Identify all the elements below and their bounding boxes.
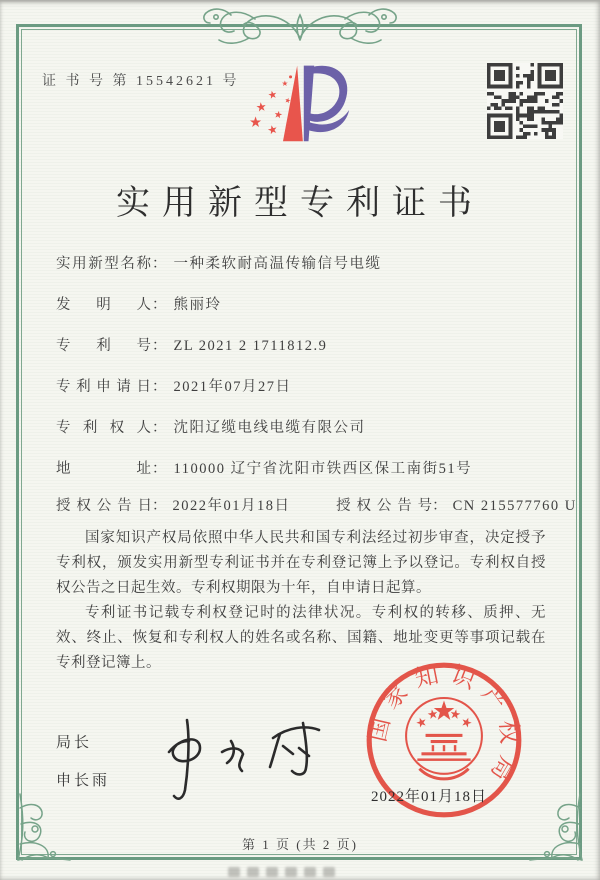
field-label: 专利号 [56,338,152,354]
field-filing-date [56,375,292,396]
field-value: 2021年07月27日 [173,379,292,395]
certificate-title: 实用新型专利证书 [116,185,484,222]
grant-number-pair [336,498,577,514]
field-label: 专利权人 [56,420,152,436]
cutoff-mark [304,867,316,877]
field-colon: ： [152,297,168,313]
field-label: 实用新型名称 [56,256,152,272]
officer-block [56,731,110,790]
cutoff-mark [323,867,335,877]
field-value: 沈阳辽缆电线电缆有限公司 [173,420,366,436]
top-flourish-ornament [195,4,405,52]
page-number: 第 1 页 (共 2 页) [242,837,358,852]
field-patent-number [56,334,327,355]
grant-date-pair [56,498,291,514]
legal-paragraph-1: 国家知识产权局依照中华人民共和国专利法经过初步审查，决定授予专利权，颁发实用新型专利证书并在专利登记簿上予以登记。专利权自授权公告之日起生效。专利权期限为十年，自申请日起算。 [56,530,546,596]
cutoff-mark [247,867,259,877]
field-label: 授权公告日 [56,498,152,514]
field-colon: ： [152,256,168,272]
field-colon: ： [432,498,447,514]
grant-number-value: CN 215577760 U [452,498,577,514]
officer-name: 申长雨 [56,773,111,789]
field-value: ZL 2021 2 1711812.9 [173,338,328,354]
field-colon: ： [152,461,168,477]
legal-paragraph-2: 专利证书记载专利权登记时的法律状况。专利权的转移、质押、无效、终止、恢复和专利权人的姓名或名称、国籍、地址变更等事项记载在专利登记簿上。 [56,605,546,671]
field-inventor [56,293,222,314]
field-utility-model-name [56,252,382,273]
director-signature [135,708,350,808]
seal-text: 国家知识产权局 [364,660,523,793]
field-value: 110000 辽宁省沈阳市铁西区保工南街51号 [173,461,473,477]
legal-text [56,526,546,676]
field-colon: ： [152,379,168,395]
field-label: 发明人 [56,297,152,313]
qr-code [487,63,563,139]
field-colon: ： [152,338,168,354]
certificate-number: 证 书 号 第 15542621 号 [42,74,240,89]
scan-edge-artifact [0,0,600,3]
cutoff-mark [285,867,297,877]
corner-flourish-ornament [518,792,592,864]
field-address [56,457,472,478]
field-colon: ： [152,498,167,514]
corner-flourish-ornament [8,792,82,864]
grant-announcement-row [56,494,577,515]
grant-date-value: 2022年01月18日 [172,498,291,514]
cutoff-mark [266,867,278,877]
field-label: 专利申请日 [56,379,152,395]
field-label: 授权公告号 [336,498,433,514]
officer-title: 局长 [56,735,93,751]
cutoff-text-artifact [228,867,335,877]
field-value: 熊丽玲 [173,297,222,313]
field-label: 地址 [56,461,152,477]
field-value: 一种柔软耐高温传输信号电缆 [173,256,382,272]
field-colon: ： [152,420,168,436]
field-patentee [56,416,366,437]
seal-date: 2022年01月18日 [371,789,488,805]
cutoff-mark [228,867,240,877]
cnipa-logo [243,58,357,162]
